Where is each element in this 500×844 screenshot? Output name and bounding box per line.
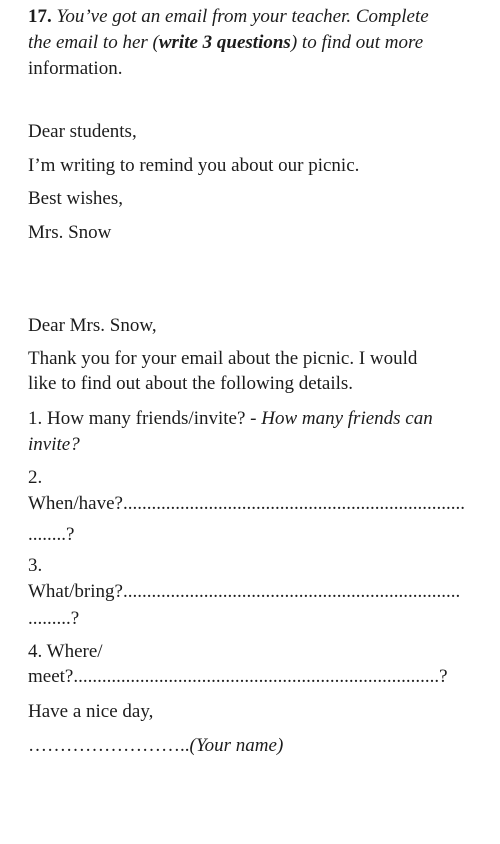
task-instruction-line-3: information. xyxy=(28,58,123,79)
question-1-answer-end: invite? xyxy=(28,434,80,455)
reply-greeting: Dear Mrs. Snow, xyxy=(28,315,157,336)
question-4-line-2[interactable]: meet?.............................................................................? xyxy=(28,666,448,687)
teacher-signature: Mrs. Snow xyxy=(28,222,112,243)
question-2-number: 2. xyxy=(28,467,43,488)
question-1-prompt: 1. How many friends/invite? - xyxy=(28,408,262,429)
reply-closing: Have a nice day, xyxy=(28,701,154,722)
question-3-number: 3. xyxy=(28,555,43,576)
signature-label: (Your name) xyxy=(189,735,284,756)
task-number: 17. xyxy=(28,6,52,27)
question-3-prompt[interactable]: What/bring?....................................................................... xyxy=(28,581,461,602)
task-instruction-line-2: the email to her (write 3 questions) to find out more xyxy=(28,32,424,53)
signature-dots[interactable]: …………………….. xyxy=(28,735,190,756)
question-2-prompt[interactable]: When/have?........................................................................ xyxy=(28,493,465,514)
question-2-end[interactable]: ........? xyxy=(28,524,75,545)
teacher-body: I’m writing to remind you about our picnic. xyxy=(28,155,360,176)
task-emphasis: write 3 questions xyxy=(158,32,291,53)
task-instruction-text: You’ve got an email from your teacher. Complete xyxy=(56,6,429,27)
question-1 xyxy=(28,407,500,431)
teacher-greeting: Dear students, xyxy=(28,121,137,142)
reply-intro-line-2: like to find out about the following details. xyxy=(28,373,354,394)
question-1-answer: How many friends can xyxy=(261,408,433,429)
teacher-closing: Best wishes, xyxy=(28,188,123,209)
question-4-line-1: 4. Where/ xyxy=(28,641,103,662)
reply-intro-line-1: Thank you for your email about the picnic. I would xyxy=(28,348,418,369)
question-3-end[interactable]: .........? xyxy=(28,608,80,629)
task-instruction-line-1 xyxy=(28,4,500,30)
reply-signature-line xyxy=(28,734,500,758)
